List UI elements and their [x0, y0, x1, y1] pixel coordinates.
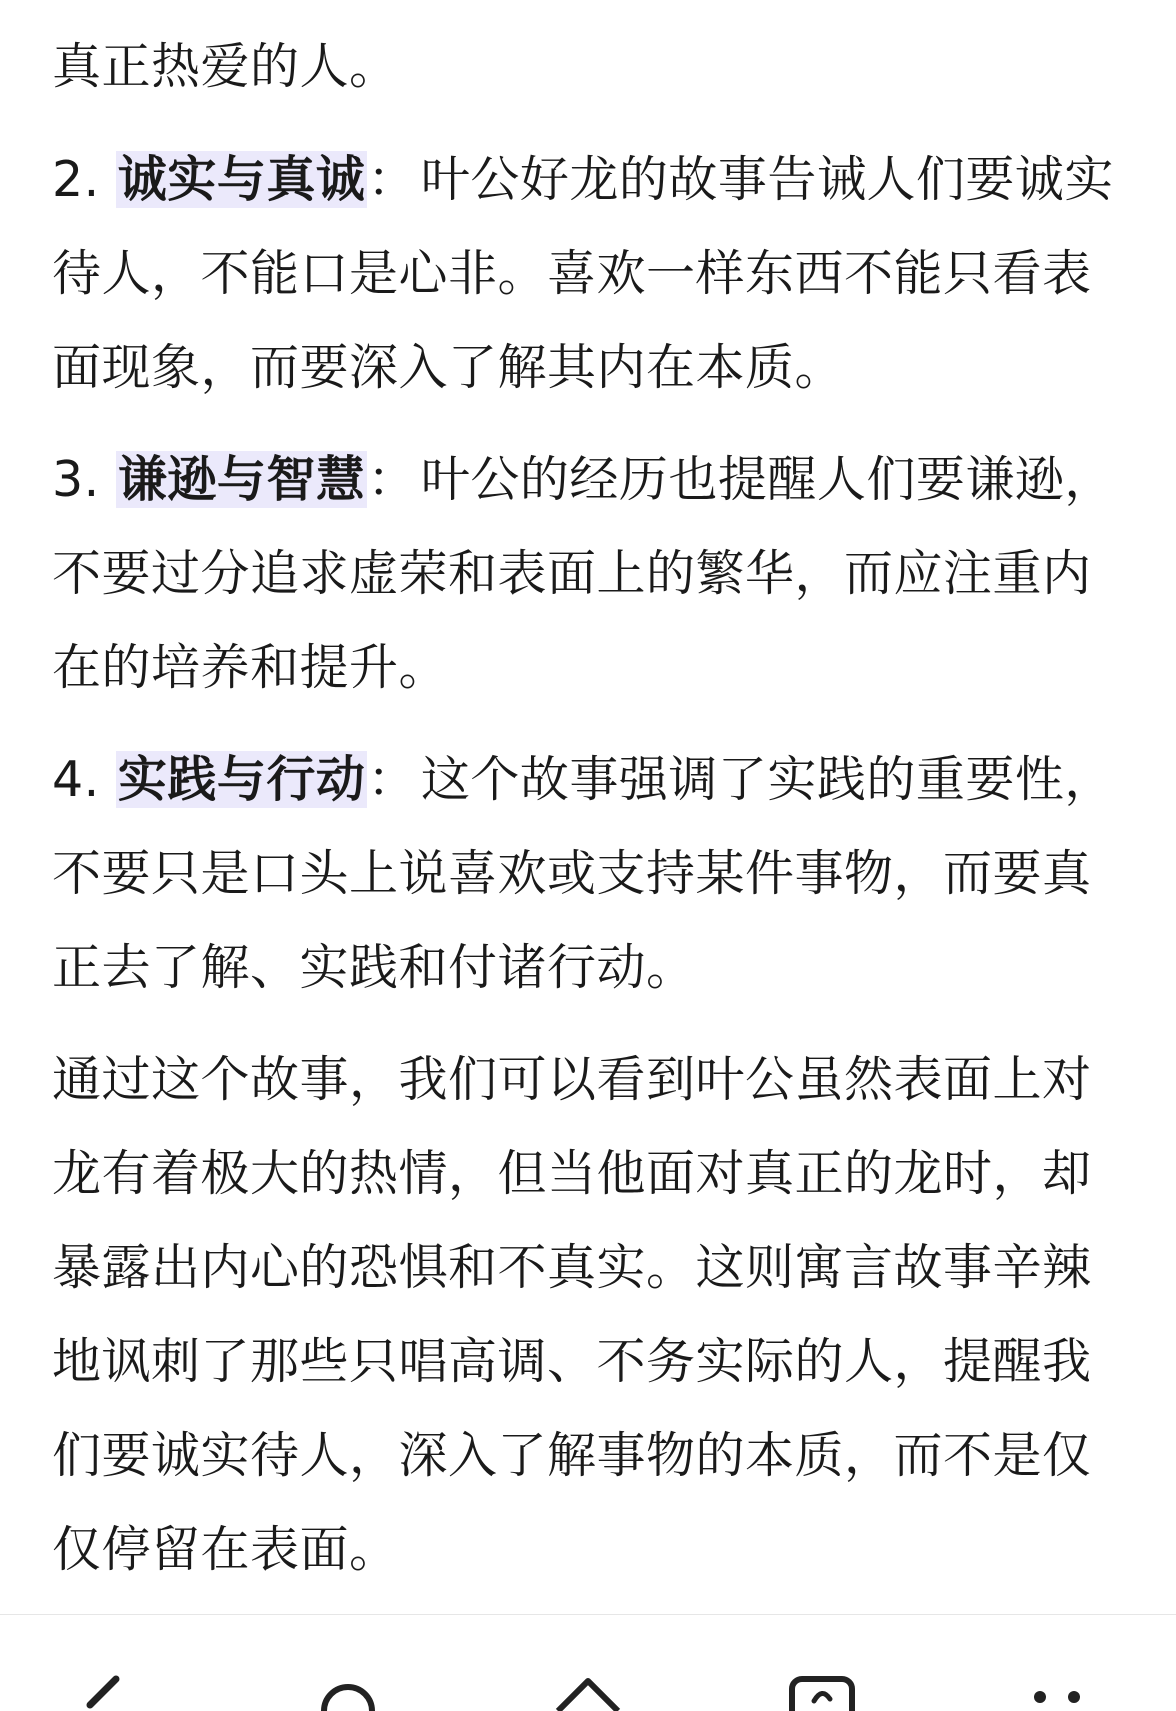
list-item-body: 叶公好龙的故事告诫人们要诚实待人，不能口是心非。喜欢一样东西不能只看表面现象，而要深入了解其内在本质。: [52, 151, 1114, 396]
list-item-number: 4.: [52, 751, 100, 808]
list-item-humility: [52, 433, 1124, 715]
intro-tail-text: 真正热爱的人。: [52, 38, 399, 95]
search-icon[interactable]: [308, 1671, 388, 1711]
list-item-colon: ：: [367, 751, 417, 808]
bottom-navigation-bar: [0, 1614, 1176, 1702]
list-item-number: 2.: [52, 151, 100, 208]
list-item-number: 3.: [52, 451, 100, 508]
list-item-body: 叶公的经历也提醒人们要谦逊，不要过分追求虚荣和表面上的繁华，而应注重内在的培养和提升。: [52, 451, 1114, 696]
list-item-title: 诚实与真诚: [117, 151, 366, 208]
list-item-colon: ：: [367, 151, 417, 208]
more-icon[interactable]: [1018, 1671, 1098, 1711]
home-icon[interactable]: [548, 1671, 628, 1711]
list-item-title: 实践与行动: [117, 751, 366, 808]
back-icon[interactable]: [60, 1671, 140, 1711]
list-item-action: [52, 733, 1124, 1015]
chat-icon[interactable]: [782, 1671, 862, 1711]
list-item-body: 这个故事强调了实践的重要性，不要只是口头上说喜欢或支持某件事物，而要真正去了解、实践和付诸行动。: [52, 751, 1114, 996]
list-item-title: 谦逊与智慧: [117, 451, 366, 508]
list-item-honesty: [52, 133, 1124, 415]
list-item-colon: ：: [367, 451, 417, 508]
summary-paragraph: 通过这个故事，我们可以看到叶公虽然表面上对龙有着极大的热情，但当他面对真正的龙时，却暴露出内心的恐惧和不真实。这则寓言故事辛辣地讽刺了那些只唱高调、不务实际的人，提醒我们要诚实待人，深入了解事物的本质，而不是仅仅停留在表面。: [52, 1051, 1092, 1578]
